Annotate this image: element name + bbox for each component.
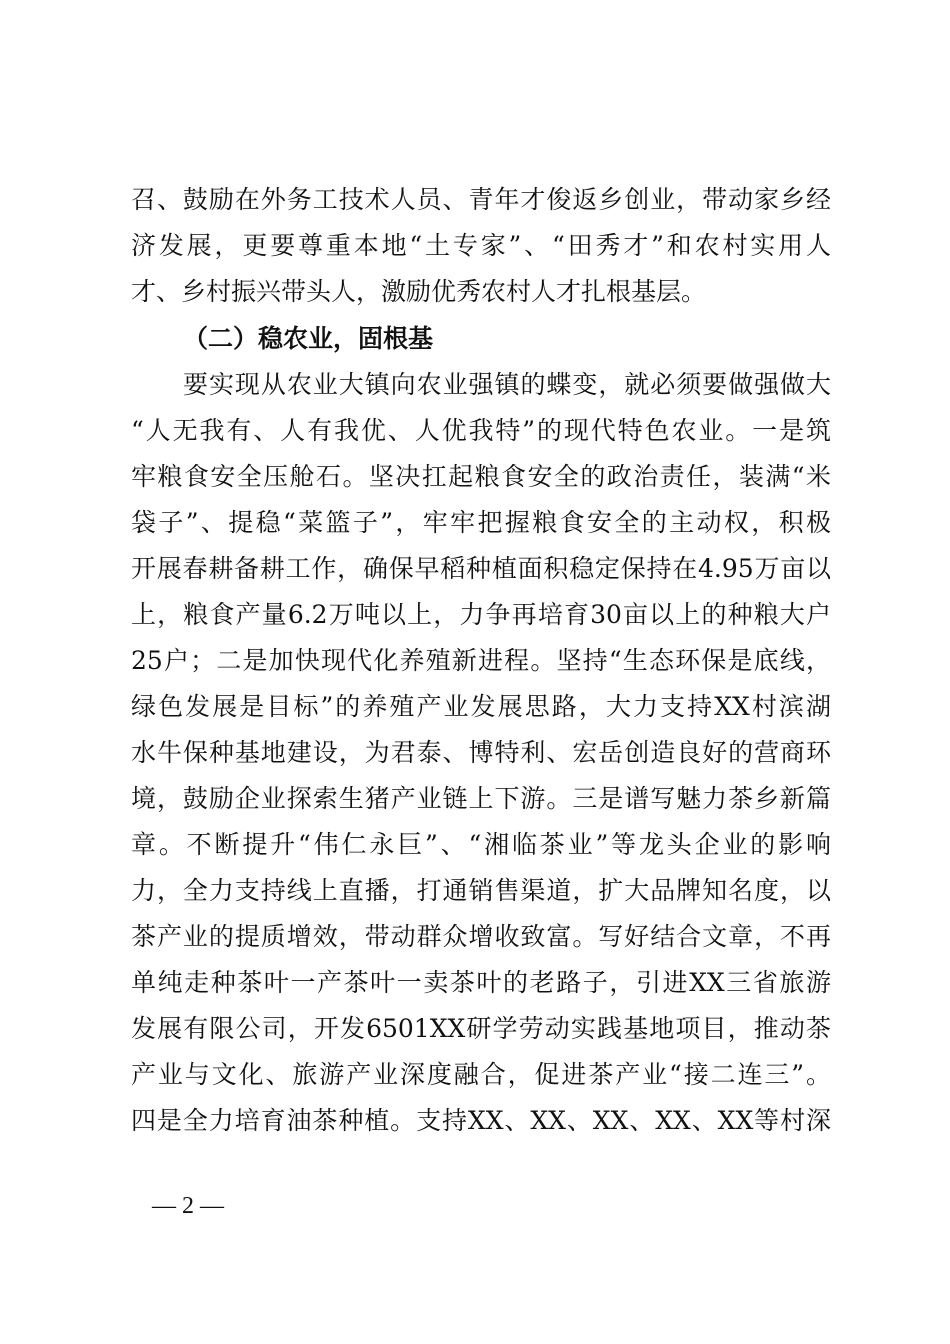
section-heading: （二）稳农业，固根基 bbox=[183, 324, 434, 353]
paragraph-line: 牢粮食安全压舱石。坚决扛起粮食安全的政治责任，装满“米 bbox=[131, 462, 831, 491]
paragraph-line: 袋子”、提稳“菜篮子”，牢牢把握粮食安全的主动权，积极 bbox=[131, 508, 831, 537]
paragraph-line: 25户；二是加快现代化养殖新进程。坚持“生态环保是底线， bbox=[131, 646, 831, 675]
paragraph-line: 境，鼓励企业探索生猪产业链上下游。三是谱写魅力茶乡新篇 bbox=[131, 784, 831, 813]
paragraph-line: 水牛保种基地建设，为君泰、博特利、宏岳创造良好的营商环 bbox=[131, 738, 831, 767]
paragraph-line: 上，粮食产量6.2万吨以上，力争再培育30亩以上的种粮大户 bbox=[131, 600, 831, 629]
paragraph-line: 单纯走种茶叶一产茶叶一卖茶叶的老路子，引进XX三省旅游 bbox=[131, 968, 831, 997]
paragraph-line: 四是全力培育油茶种植。支持XX、XX、XX、XX、XX等村深 bbox=[131, 1106, 831, 1135]
paragraph-line: “人无我有、人有我优、人优我特”的现代特色农业。一是筑 bbox=[131, 416, 831, 445]
paragraph-line: 发展有限公司，开发6501XX研学劳动实践基地项目，推动茶 bbox=[131, 1014, 831, 1043]
paragraph-line: 才、乡村振兴带头人，激励优秀农村人才扎根基层。 bbox=[131, 277, 707, 306]
paragraph-line: 济发展，更要尊重本地“土专家”、“田秀才”和农村实用人 bbox=[131, 231, 831, 260]
paragraph-line: 要实现从农业大镇向农业强镇的蝶变，就必须要做强做大 bbox=[183, 370, 831, 399]
paragraph-line: 产业与文化、旅游产业深度融合，促进茶产业“接二连三”。 bbox=[131, 1060, 831, 1089]
paragraph-line: 开展春耕备耕工作，确保早稻种植面积稳定保持在4.95万亩以 bbox=[131, 554, 831, 583]
paragraph-line: 章。不断提升“伟仁永巨”、“湘临茶业”等龙头企业的影响 bbox=[131, 830, 831, 859]
paragraph-line: 力，全力支持线上直播，打通销售渠道，扩大品牌知名度，以 bbox=[131, 876, 831, 905]
page-number: — 2 — bbox=[152, 1193, 224, 1219]
paragraph-line: 绿色发展是目标”的养殖产业发展思路，大力支持XX村滨湖 bbox=[131, 692, 831, 721]
paragraph-line: 茶产业的提质增效，带动群众增收致富。写好结合文章，不再 bbox=[131, 922, 831, 951]
paragraph-line: 召、鼓励在外务工技术人员、青年才俊返乡创业，带动家乡经 bbox=[131, 185, 831, 214]
